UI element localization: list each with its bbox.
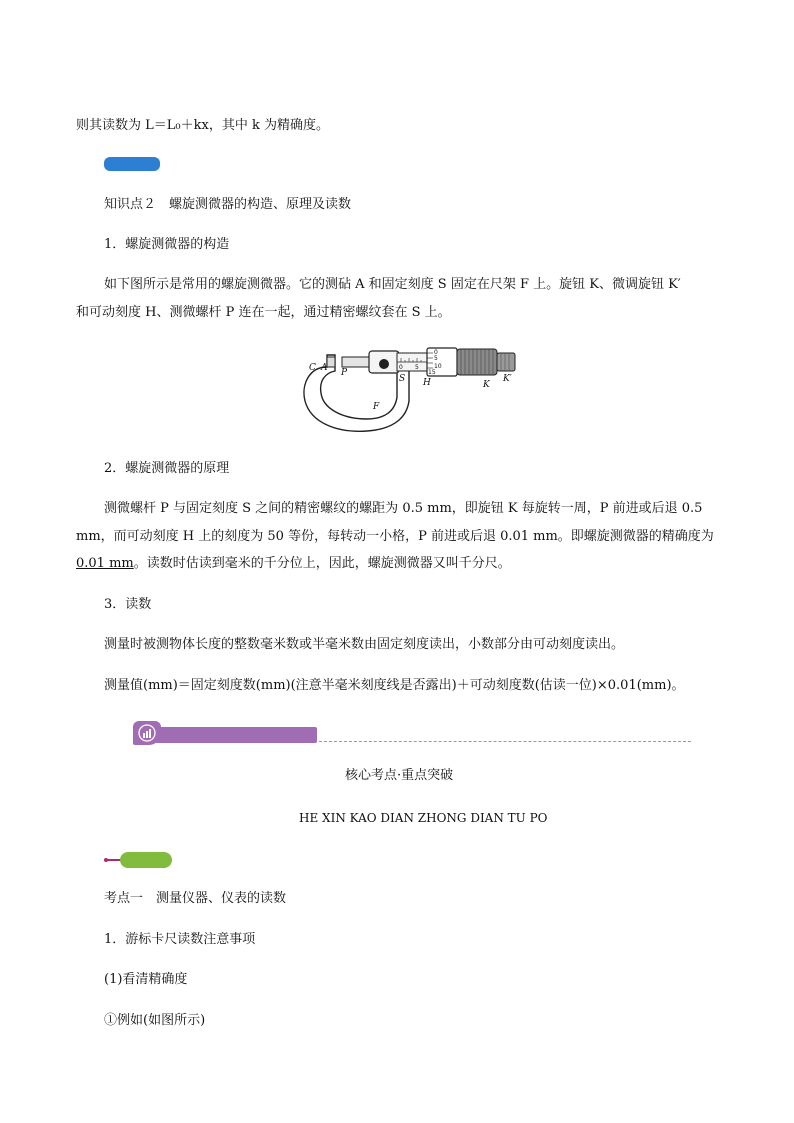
thimble-tick-0: 0 bbox=[434, 349, 438, 356]
thimble-tick-5: 5 bbox=[434, 355, 438, 362]
anvil-a bbox=[327, 357, 335, 367]
paragraph-principle-1: 测微螺杆 P 与固定刻度 S 之间的精密螺纹的螺距为 0.5 mm，即旋钮 K 每旋转一周，P 前进或后退 0.5 bbox=[104, 501, 703, 516]
fine-knob-kprime bbox=[497, 353, 515, 371]
subsection-heading-construction: 1．螺旋测微器的构造 bbox=[104, 237, 230, 252]
subsection-heading-principle: 2．螺旋测微器的原理 bbox=[104, 461, 230, 476]
paragraph-reading-2: 测量值(mm)＝固定刻度数(mm)(注意半毫米刻度线是否露出)＋可动刻度数(估读一位)×0.01(mm)。 bbox=[104, 678, 685, 693]
paragraph-reading-formula: 则其读数为 L＝L₀＋kx，其中 k 为精确度。 bbox=[76, 118, 329, 133]
paragraph-construction-1: 如下图所示是常用的螺旋测微器。它的测砧 A 和固定刻度 S 固定在尺架 F 上。旋钮 K、微调旋钮 K′ bbox=[104, 277, 681, 292]
label-p: P bbox=[341, 368, 348, 378]
topic-tag-green bbox=[104, 852, 172, 868]
label-a: A bbox=[321, 363, 328, 373]
core-pinyin: HE XIN KAO DIAN ZHONG DIAN TU PO bbox=[299, 811, 548, 825]
paragraph-construction-2: 和可动刻度 H、测微螺杆 P 连在一起，通过精密螺纹套在 S 上。 bbox=[76, 305, 451, 320]
section-tag-blue bbox=[104, 157, 160, 171]
precision-value: 0.01 mm bbox=[76, 556, 134, 571]
micrometer-figure bbox=[297, 345, 531, 435]
thimble-tick-15: 15 bbox=[428, 369, 436, 376]
label-c: C bbox=[309, 363, 316, 373]
topic-one-heading: 1．游标卡尺读数注意事项 bbox=[104, 932, 256, 947]
paragraph-principle-3-rest: 。读数时估读到毫米的千分位上，因此，螺旋测微器又叫千分尺。 bbox=[133, 556, 511, 571]
core-title: 核心考点·重点突破 bbox=[345, 768, 454, 783]
core-section-banner bbox=[133, 721, 691, 745]
paragraph-reading-1: 测量时被测物体长度的整数毫米数或半毫米数由固定刻度读出，小数部分由可动刻度读出。 bbox=[104, 637, 625, 652]
label-k: K bbox=[483, 380, 490, 390]
sleeve-tick-5: 5 bbox=[415, 364, 419, 371]
banner-dashed-line bbox=[319, 741, 691, 742]
label-h: H bbox=[423, 378, 431, 388]
thimble-tick-10: 10 bbox=[434, 363, 442, 370]
topic-one-item-1: (1)看清精确度 bbox=[104, 972, 188, 987]
chart-icon bbox=[133, 721, 161, 745]
banner-bar bbox=[155, 727, 317, 743]
spindle-p bbox=[342, 357, 370, 367]
lock-knob bbox=[379, 359, 389, 369]
topic-one-item-2: ①例如(如图所示) bbox=[104, 1013, 206, 1028]
label-kprime: K′ bbox=[503, 374, 512, 384]
subsection-heading-reading: 3．读数 bbox=[104, 597, 152, 612]
paragraph-principle-2: mm，而可动刻度 H 上的刻度为 50 等份，每转动一小格，P 前进或后退 0.01 mm。即螺旋测微器的精确度为 bbox=[76, 529, 714, 544]
label-f: F bbox=[373, 402, 380, 412]
section-title: 知识点２ 螺旋测微器的构造、原理及读数 bbox=[104, 197, 352, 212]
label-s: S bbox=[399, 374, 406, 384]
topic-one-title: 考点一 测量仪器、仪表的读数 bbox=[104, 891, 287, 906]
paragraph-principle-3 bbox=[76, 555, 511, 573]
sleeve-tick-0: 0 bbox=[399, 364, 403, 371]
